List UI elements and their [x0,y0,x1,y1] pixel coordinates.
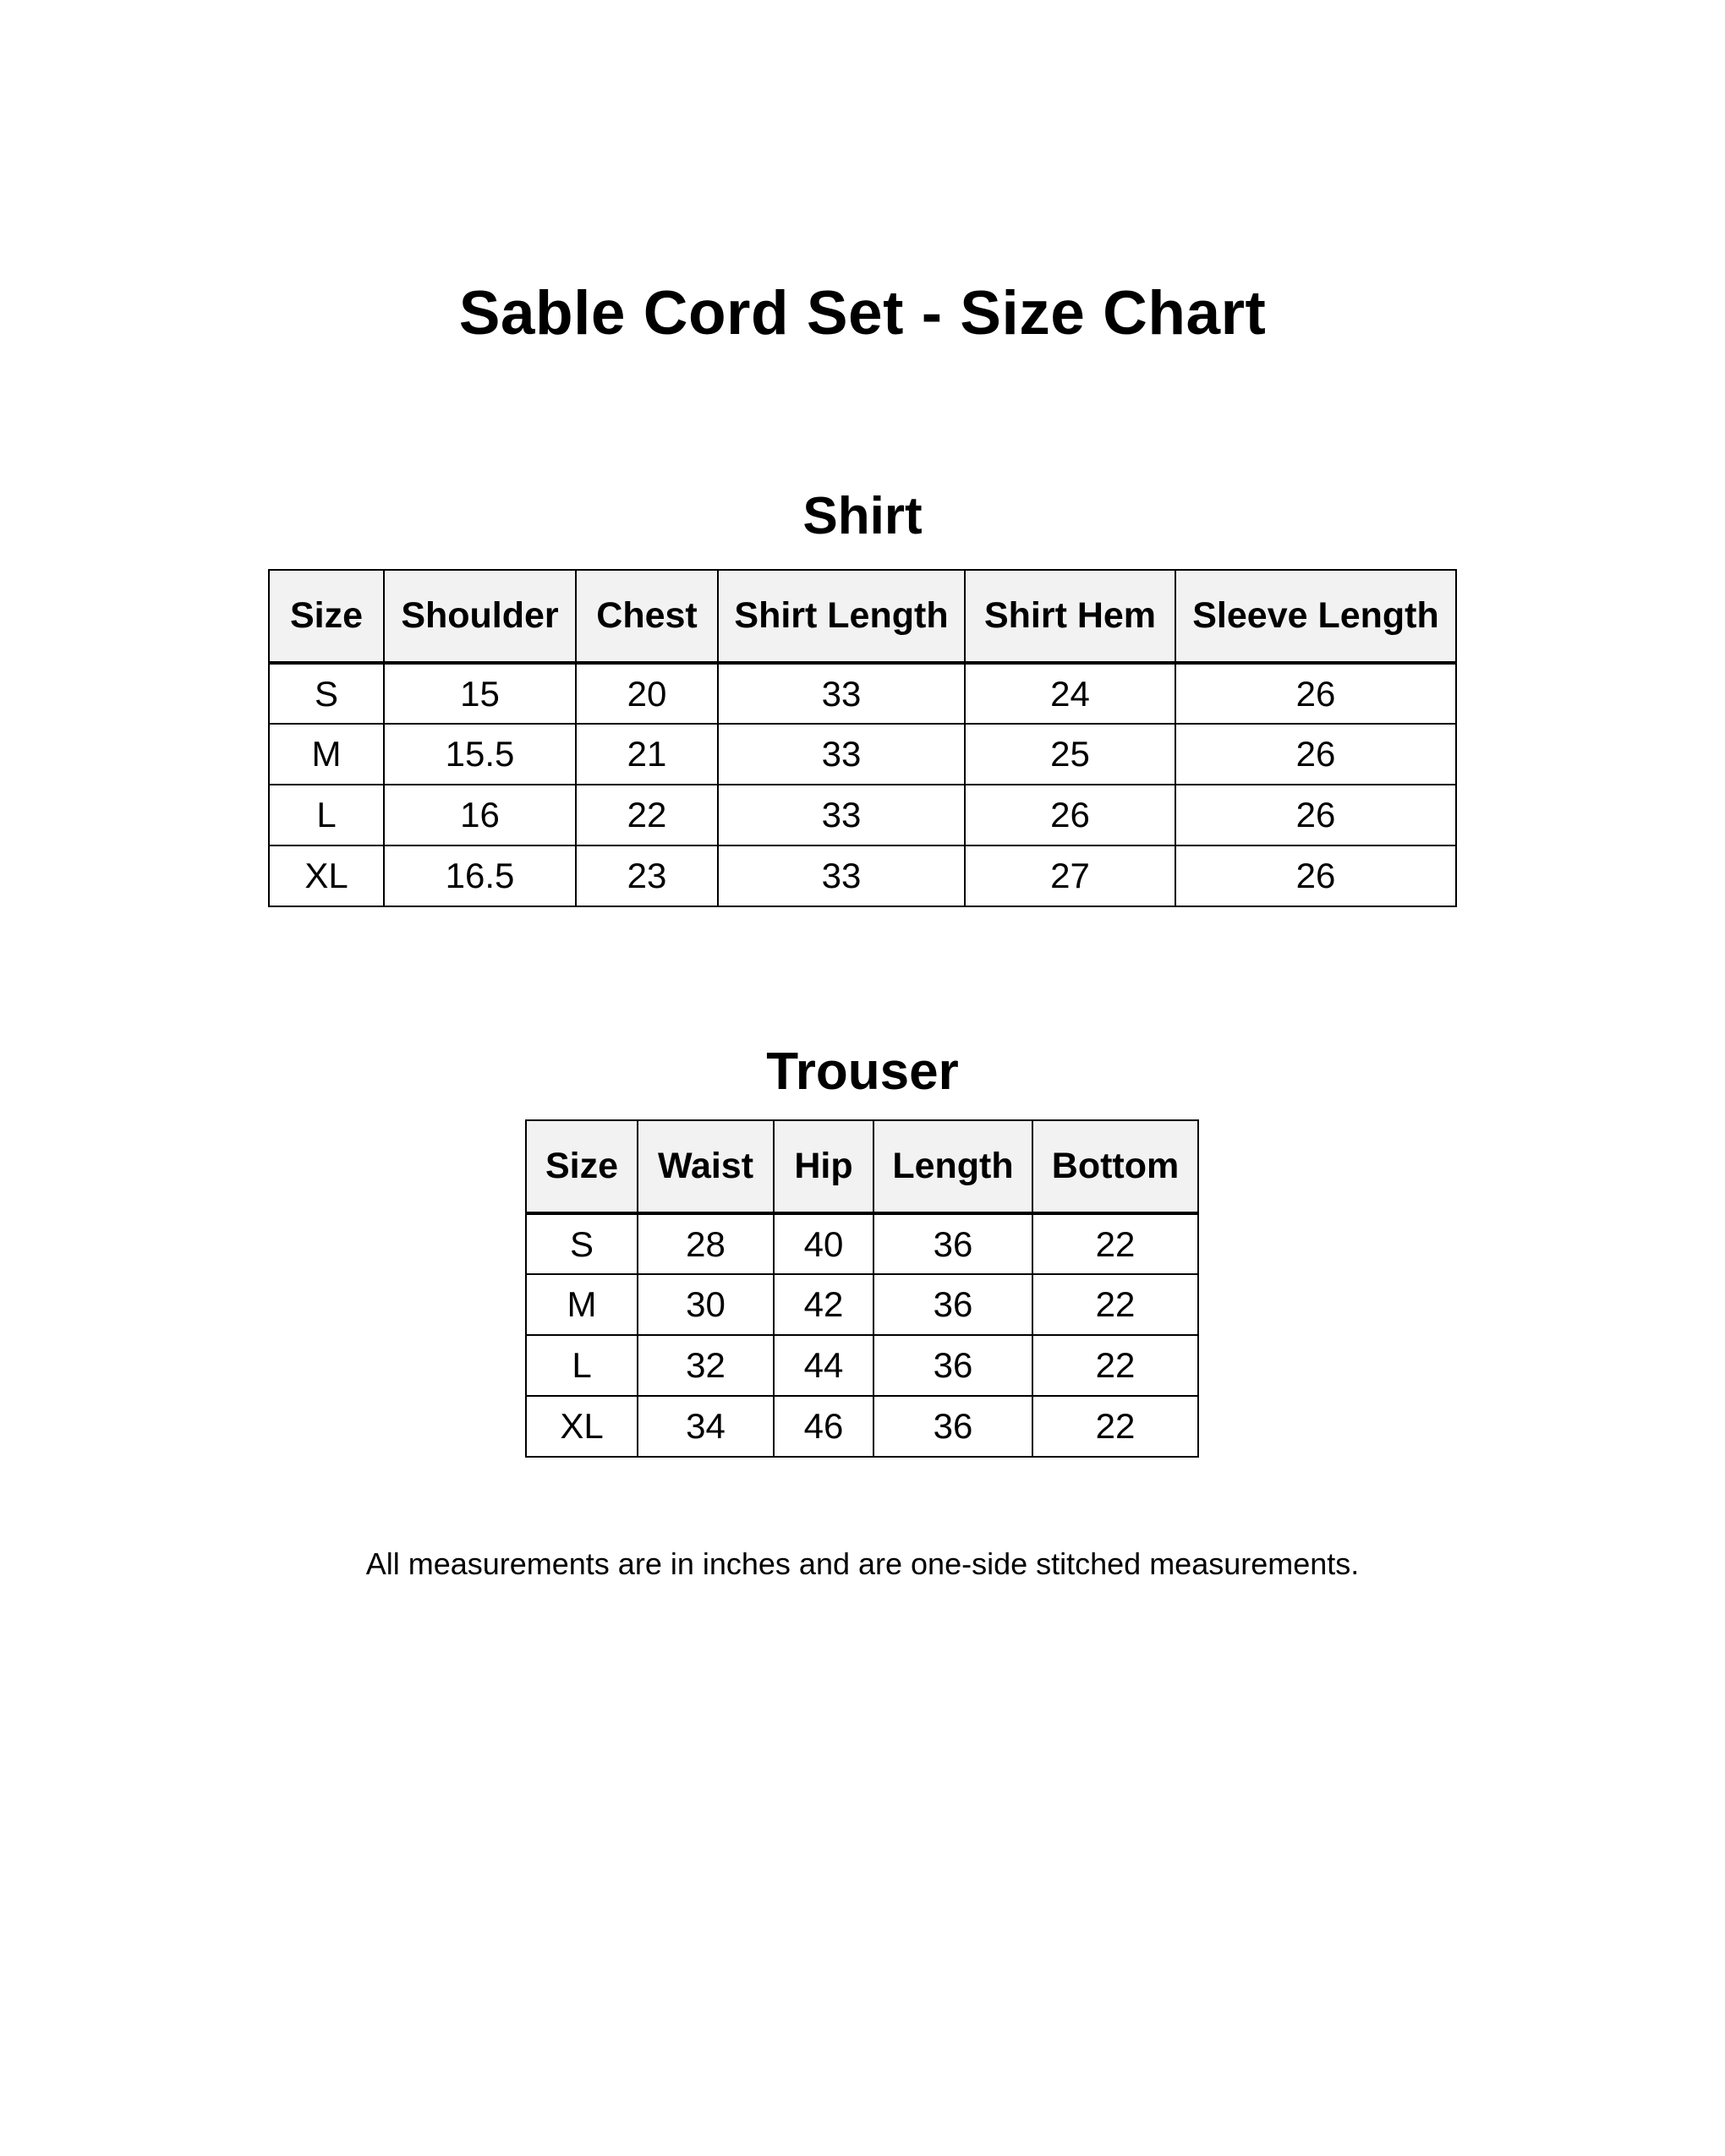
column-header: Shoulder [384,570,576,663]
table-cell: 33 [718,785,965,845]
column-header: Shirt Length [718,570,965,663]
table-cell: 21 [576,724,718,785]
table-cell: 25 [965,724,1175,785]
shirt-table-header-row [269,570,1456,663]
shirt-section-heading: Shirt [802,487,923,545]
table-cell: L [526,1335,638,1396]
table-cell: XL [269,845,384,906]
trouser-table-header-row [526,1120,1198,1213]
table-cell: 20 [576,663,718,724]
table-cell: 22 [1032,1213,1198,1274]
table-cell: 40 [774,1213,873,1274]
table-cell: 27 [965,845,1175,906]
table-cell: 26 [1175,845,1456,906]
column-header: Shirt Hem [965,570,1175,663]
table-row [526,1274,1198,1335]
table-row [526,1213,1198,1274]
table-cell: 16.5 [384,845,576,906]
table-cell: 22 [576,785,718,845]
measurements-footnote: All measurements are in inches and are one-side stitched measurements. [365,1546,1360,1581]
table-cell: 26 [1175,724,1456,785]
table-cell: S [526,1213,638,1274]
table-cell: 15 [384,663,576,724]
table-cell: XL [526,1396,638,1457]
table-row [526,1396,1198,1457]
table-cell: 44 [774,1335,873,1396]
table-cell: 46 [774,1396,873,1457]
table-cell: 16 [384,785,576,845]
table-cell: 36 [873,1335,1032,1396]
table-cell: 36 [873,1274,1032,1335]
table-row [269,663,1456,724]
column-header: Sleeve Length [1175,570,1456,663]
table-row [269,785,1456,845]
column-header: Size [269,570,384,663]
column-header: Chest [576,570,718,663]
table-cell: 33 [718,724,965,785]
table-row [269,724,1456,785]
table-cell: 26 [1175,785,1456,845]
table-cell: 30 [638,1274,774,1335]
trouser-size-table [525,1119,1199,1458]
table-cell: 22 [1032,1396,1198,1457]
table-cell: 26 [1175,663,1456,724]
table-cell: 28 [638,1213,774,1274]
table-cell: 33 [718,845,965,906]
column-header: Length [873,1120,1032,1213]
table-cell: M [526,1274,638,1335]
table-cell: 26 [965,785,1175,845]
page-title: Sable Cord Set - Size Chart [458,279,1267,347]
column-header: Waist [638,1120,774,1213]
table-cell: 36 [873,1213,1032,1274]
shirt-size-table [268,569,1457,907]
table-cell: S [269,663,384,724]
table-cell: 22 [1032,1274,1198,1335]
table-cell: 23 [576,845,718,906]
table-cell: 22 [1032,1335,1198,1396]
table-cell: 32 [638,1335,774,1396]
table-row [269,845,1456,906]
table-cell: 42 [774,1274,873,1335]
table-cell: 15.5 [384,724,576,785]
table-cell: 34 [638,1396,774,1457]
table-cell: L [269,785,384,845]
table-cell: 36 [873,1396,1032,1457]
column-header: Size [526,1120,638,1213]
table-cell: 24 [965,663,1175,724]
table-row [526,1335,1198,1396]
table-cell: M [269,724,384,785]
column-header: Hip [774,1120,873,1213]
trouser-section-heading: Trouser [766,1042,959,1101]
table-cell: 33 [718,663,965,724]
column-header: Bottom [1032,1120,1198,1213]
